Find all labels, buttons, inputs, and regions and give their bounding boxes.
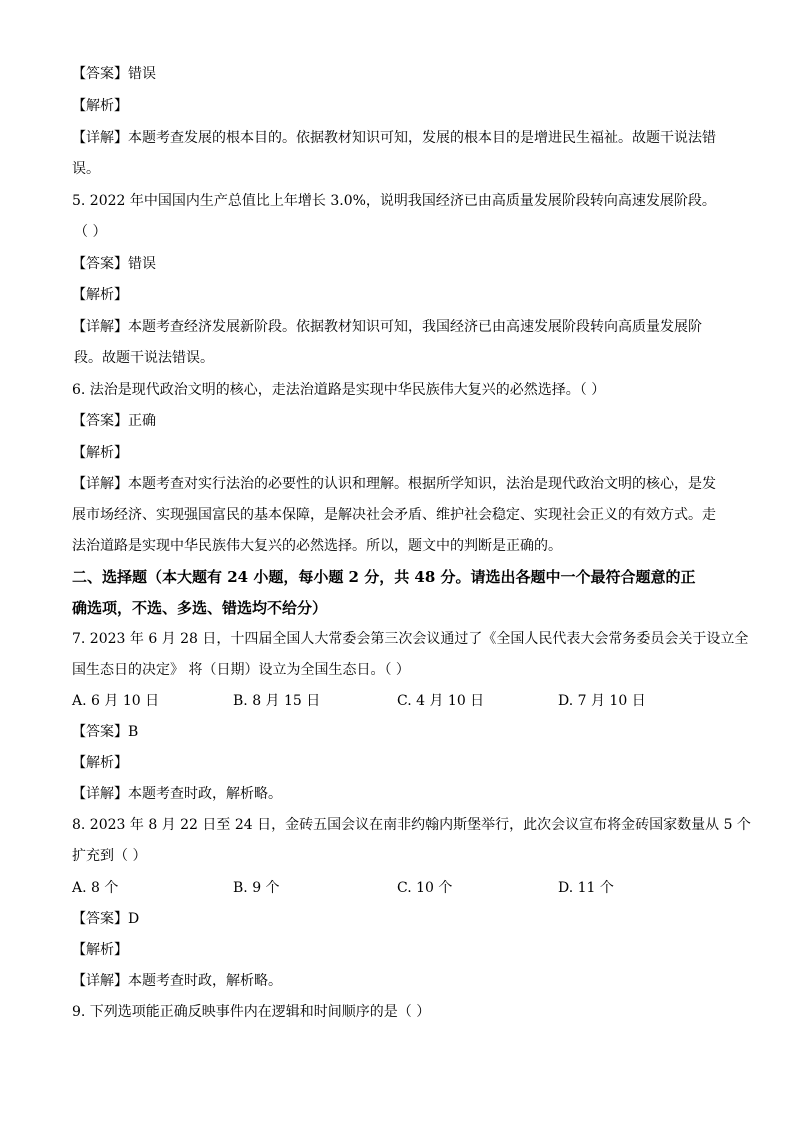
question-5-paren: （ ） [74, 224, 107, 240]
section-heading: 确选项，不选、多选、错选均不给分） [72, 599, 328, 617]
question-7-text: 国生态日的决定》 将（日期）设立为全国生态日。（ ） [72, 662, 410, 678]
analysis-label: 【解析】 [72, 755, 128, 771]
q8-option-b: B. 9 个 [233, 880, 280, 896]
answer-line: 【答案】错误 [72, 256, 156, 272]
analysis-label: 【解析】 [72, 445, 128, 461]
explanation-text: 法治道路是实现中华民族伟大复兴的必然选择。所以，题文中的判断是正确的。 [72, 538, 562, 554]
answer-line: 【答案】错误 [72, 66, 156, 82]
question-9-text: 9. 下列选项能正确反映事件内在逻辑和时间顺序的是（ ） [72, 1004, 431, 1020]
q8-option-c: C. 10 个 [397, 880, 453, 896]
explanation-text: 误。 [72, 161, 100, 177]
q7-option-c: C. 4 月 10 日 [397, 693, 485, 709]
answer-line: 【答案】D [72, 911, 140, 927]
question-7-text: 7. 2023 年 6 月 28 日，十四届全国人大常委会第三次会议通过了《全国人民代表大会常务委员会关于设立全 [72, 631, 749, 647]
explanation-text: 【详解】本题考查时政，解析略。 [72, 973, 282, 989]
question-6-text: 6. 法治是现代政治文明的核心，走法治道路是实现中华民族伟大复兴的必然选择。（ ） [72, 382, 606, 398]
section-heading: 二、选择题（本大题有 24 小题，每小题 2 分，共 48 分。请选出各题中一个最符合题意的正 [72, 568, 696, 586]
explanation-text: 【详解】本题考查对实行法治的必要性的认识和理解。根据所学知识，法治是现代政治文明的核心，是发 [72, 476, 716, 492]
analysis-label: 【解析】 [72, 98, 128, 114]
q7-option-a: A. 6 月 10 日 [72, 693, 160, 709]
explanation-text: 【详解】本题考查经济发展新阶段。依据教材知识可知，我国经济已由高速发展阶段转向高质量发展阶 [72, 319, 702, 335]
q7-option-d: D. 7 月 10 日 [558, 693, 646, 709]
explanation-text: 段。故题干说法错误。 [74, 350, 214, 366]
question-8-text: 扩充到（ ） [72, 848, 147, 864]
analysis-label: 【解析】 [72, 942, 128, 958]
answer-line: 【答案】正确 [72, 413, 156, 429]
explanation-text: 展市场经济、实现强国富民的基本保障，是解决社会矛盾、维护社会稳定、实现社会正义的有效方式。走 [72, 507, 716, 523]
explanation-text: 【详解】本题考查发展的根本目的。依据教材知识可知，发展的根本目的是增进民生福祉。故题干说法错 [72, 130, 716, 146]
analysis-label: 【解析】 [72, 287, 128, 303]
q8-option-d: D. 11 个 [558, 880, 614, 896]
explanation-text: 【详解】本题考查时政，解析略。 [72, 786, 282, 802]
question-8-text: 8. 2023 年 8 月 22 日至 24 日，金砖五国会议在南非约翰内斯堡举行，此次会议宣布将金砖国家数量从 5 个 [72, 817, 751, 833]
answer-line: 【答案】B [72, 724, 139, 740]
q8-option-a: A. 8 个 [72, 880, 119, 896]
q7-option-b: B. 8 月 15 日 [233, 693, 321, 709]
question-5-text: 5. 2022 年中国国内生产总值比上年增长 3.0%，说明我国经济已由高质量发展阶段转向高速发展阶段。 [72, 193, 716, 209]
